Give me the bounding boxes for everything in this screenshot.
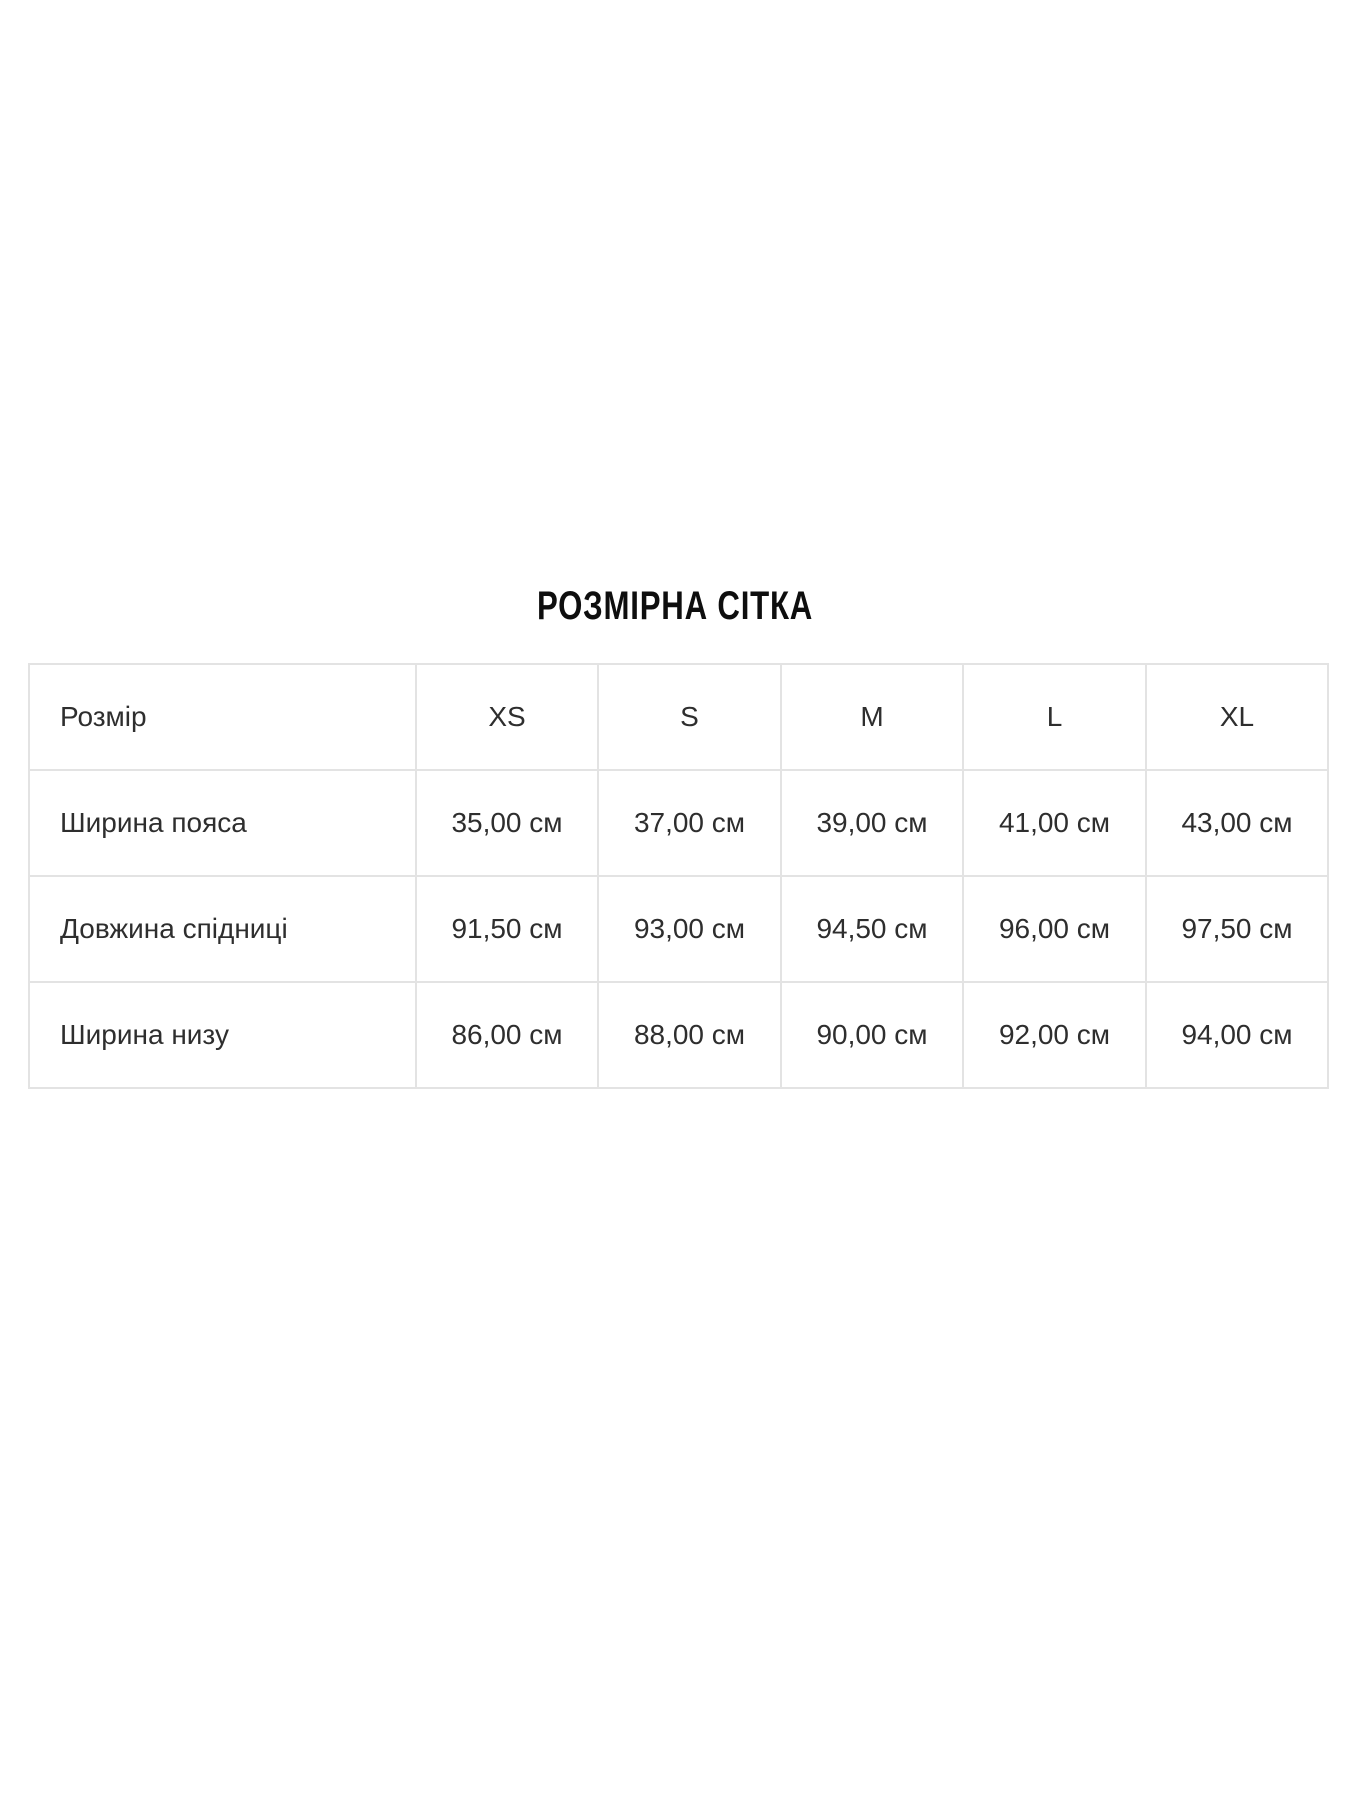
table-row-bottom-width [29,982,1328,1088]
value-cell: 93,00 см [598,876,781,982]
table-header-row [29,664,1328,770]
page-title: РОЗМІРНА СІТКА [536,584,814,628]
value-cell: 90,00 см [781,982,963,1088]
header-cell-xs: XS [416,664,598,770]
value-cell: 86,00 см [416,982,598,1088]
page-title-container [0,586,1350,626]
header-cell-xl: XL [1146,664,1328,770]
header-cell-size-label: Розмір [29,664,416,770]
row-label: Довжина спідниці [29,876,416,982]
value-cell: 88,00 см [598,982,781,1088]
value-cell: 91,50 см [416,876,598,982]
row-label: Ширина низу [29,982,416,1088]
header-cell-s: S [598,664,781,770]
value-cell: 97,50 см [1146,876,1328,982]
value-cell: 39,00 см [781,770,963,876]
value-cell: 94,50 см [781,876,963,982]
value-cell: 41,00 см [963,770,1146,876]
value-cell: 37,00 см [598,770,781,876]
value-cell: 35,00 см [416,770,598,876]
size-chart-table [28,663,1329,1089]
header-cell-m: M [781,664,963,770]
header-cell-l: L [963,664,1146,770]
value-cell: 94,00 см [1146,982,1328,1088]
table-row-waist-width [29,770,1328,876]
row-label: Ширина пояса [29,770,416,876]
value-cell: 92,00 см [963,982,1146,1088]
value-cell: 43,00 см [1146,770,1328,876]
value-cell: 96,00 см [963,876,1146,982]
table-row-skirt-length [29,876,1328,982]
